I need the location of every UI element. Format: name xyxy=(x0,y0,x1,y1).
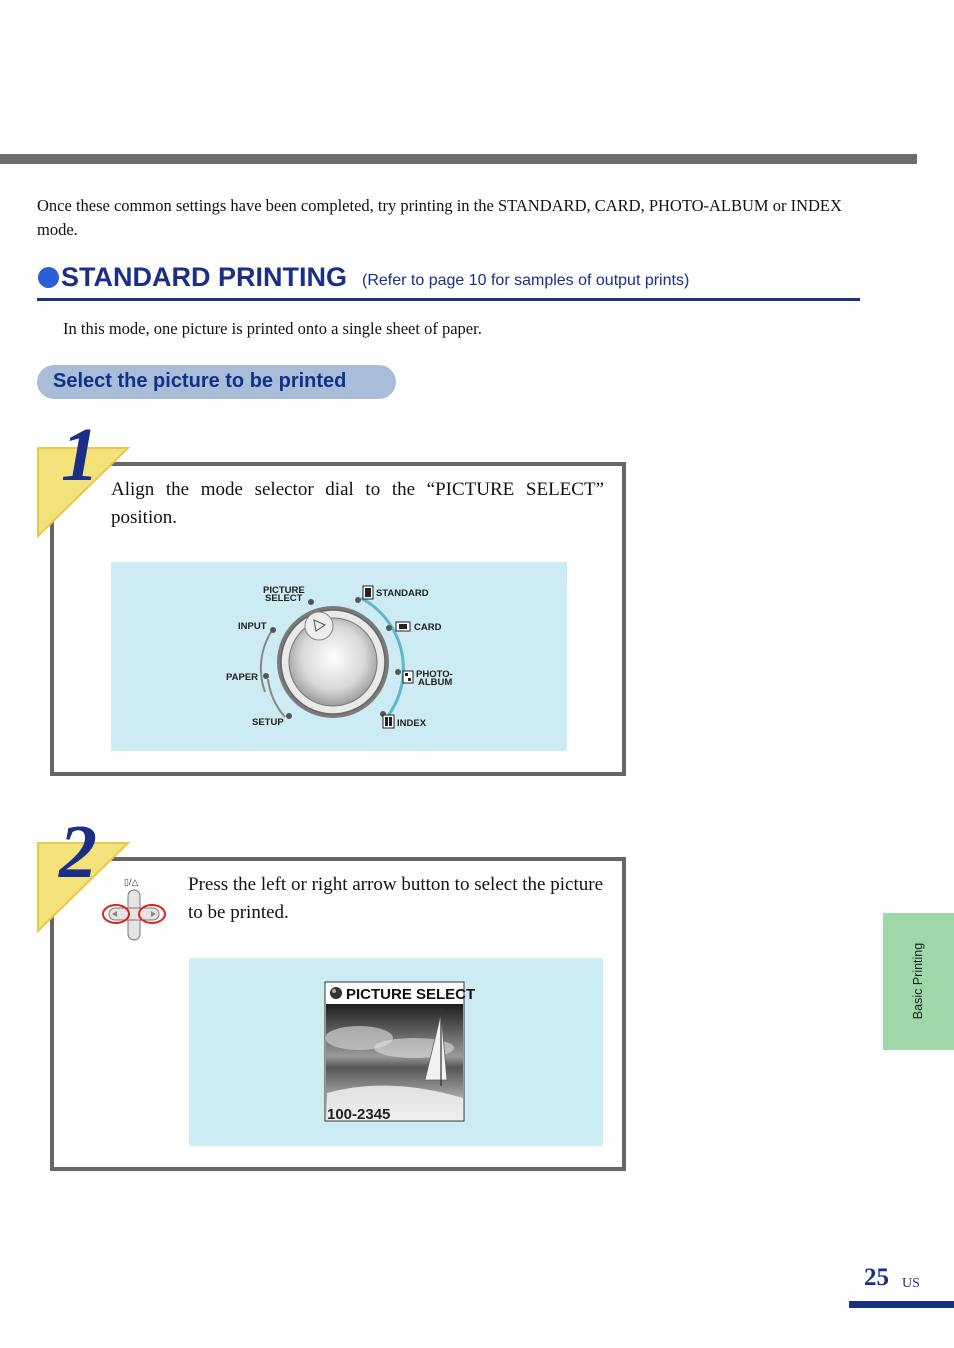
section-title: STANDARD PRINTING xyxy=(61,262,347,292)
dial-label-index: INDEX xyxy=(397,718,427,729)
step-2-illustration-panel xyxy=(189,958,603,1146)
dial-label-picture: PICTURE xyxy=(263,585,305,596)
subheading-text: Select the picture to be printed xyxy=(53,370,347,392)
lcd-title: PICTURE SELECT xyxy=(346,986,476,1003)
dial-label-photo: PHOTO- xyxy=(416,669,453,680)
dial-label-card: CARD xyxy=(414,622,442,633)
intro-paragraph: Once these common settings have been completed, try printing in the STANDARD, CARD, PHOTO-ALBUM or INDEX mode. xyxy=(37,196,842,239)
arrow-pad-icon xyxy=(100,874,170,946)
lcd-image-number: 100-2345 xyxy=(327,1106,391,1123)
svg-text:▯/△: ▯/△ xyxy=(124,877,139,887)
section-reference: (Refer to page 10 for samples of output prints) xyxy=(362,272,690,289)
dial-label-select: SELECT xyxy=(265,593,303,604)
page-number: 25 xyxy=(864,1264,889,1291)
step-1-number: 1 xyxy=(61,418,99,497)
dial-label-standard: STANDARD xyxy=(376,588,429,599)
subheading-pill xyxy=(37,365,396,399)
dial-label-paper: PAPER xyxy=(226,672,259,683)
mode-description: In this mode, one picture is printed onto a single sheet of paper. xyxy=(63,319,482,338)
page-suffix: US xyxy=(902,1276,920,1291)
step-2-text: Press the left or right arrow button to select the picture to be printed. xyxy=(188,874,603,923)
step-1-text: Align the mode selector dial to the “PICTURE SELECT” position. xyxy=(111,479,604,528)
dial-label-setup: SETUP xyxy=(252,717,284,728)
mode-dial-icon xyxy=(111,562,567,751)
dial-label-album: ALBUM xyxy=(418,677,453,688)
bullet-circle-icon xyxy=(38,267,59,288)
dial-label-input: INPUT xyxy=(238,621,267,632)
top-rule xyxy=(0,154,917,164)
section-heading xyxy=(37,262,860,301)
step-2-number: 2 xyxy=(59,813,97,894)
bottom-rule xyxy=(849,1301,954,1308)
step-1-illustration-panel xyxy=(111,562,567,751)
side-tab[interactable] xyxy=(883,913,954,1050)
camera-lcd-icon xyxy=(189,958,603,1146)
side-tab-label: Basic Printing xyxy=(911,942,925,1020)
